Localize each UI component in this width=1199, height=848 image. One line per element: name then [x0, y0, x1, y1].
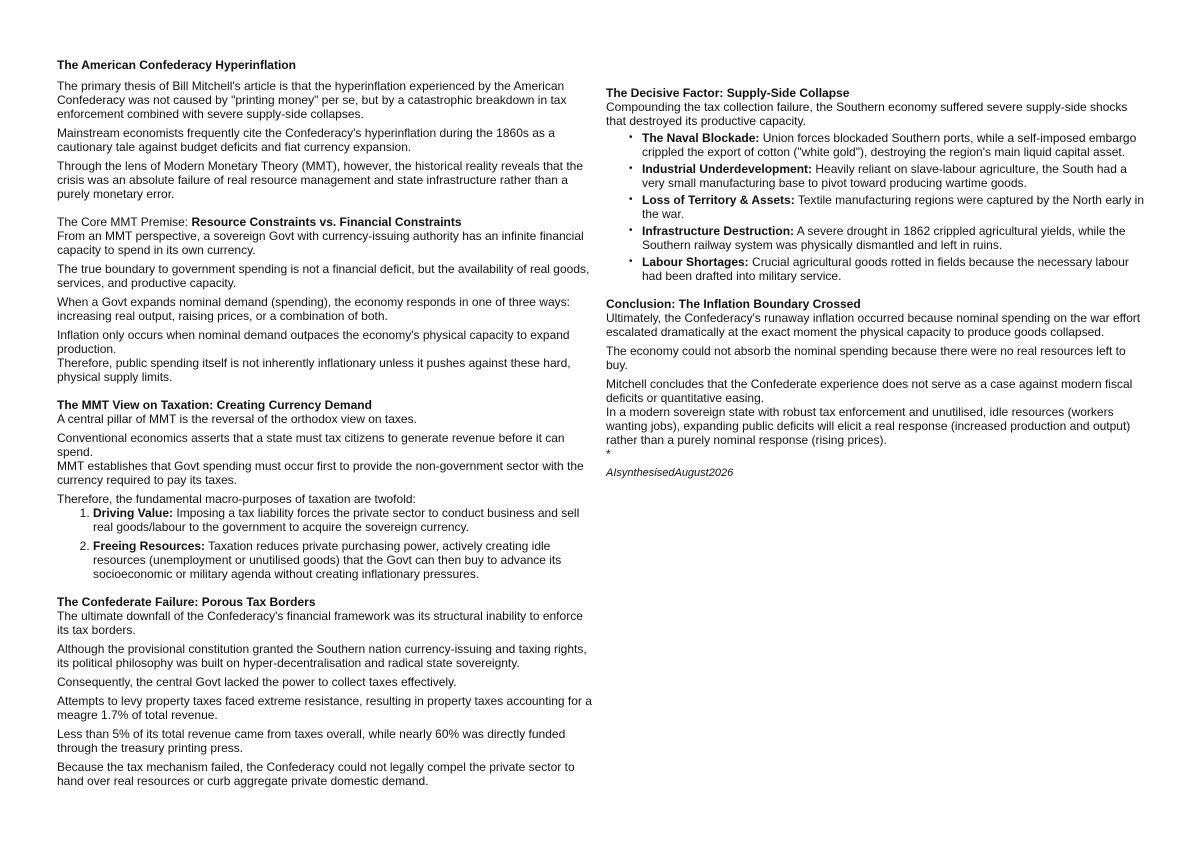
- list-item-label: Industrial Underdevelopment:: [642, 162, 813, 176]
- taxation-heading: The MMT View on Taxation: Creating Currency Demand: [57, 398, 372, 412]
- list-item: [642, 162, 1144, 190]
- list-item: [642, 193, 1144, 221]
- taxation-paragraph: A central pillar of MMT is the reversal of the orthodox view on taxes.: [57, 412, 417, 426]
- list-item-label: Loss of Territory & Assets:: [642, 193, 795, 207]
- failure-paragraph: Consequently, the central Govt lacked the power to collect taxes effectively.: [57, 675, 457, 689]
- list-item-text: Imposing a tax liability forces the private sector to conduct business and sell real goods/labour to the government to acquire the sovereign currency.: [93, 506, 580, 534]
- asterisk-marker: *: [606, 447, 611, 461]
- list-item-label: Infrastructure Destruction:: [642, 224, 795, 238]
- failure-paragraph: Although the provisional constitution granted the Southern nation currency-issuing and taxing rights, its political philosophy was built on hyper-decentralisation and radical state sovereignty.: [57, 642, 587, 670]
- conclusion-paragraph: Mitchell concludes that the Confederate experience does not serve as a case against modern fiscal deficits or quantitative easing.: [606, 377, 1133, 405]
- core-premise-heading: [57, 215, 593, 229]
- supply-heading: The Decisive Factor: Supply-Side Collapse: [606, 86, 850, 100]
- list-item-text: Crucial agricultural goods rotted in fields because the necessary labour had been drafted into military service.: [642, 255, 1129, 283]
- list-item: [93, 506, 593, 534]
- failure-paragraph: Because the tax mechanism failed, the Confederacy could not legally compel the private sector to hand over real resources or curb aggregate private domestic demand.: [57, 760, 575, 788]
- core-premise-section: [57, 215, 593, 384]
- list-item: [642, 224, 1144, 252]
- conclusion-paragraph: The economy could not absorb the nominal spending because there were no real resources left to buy.: [606, 344, 1126, 372]
- taxation-purposes-list: [57, 506, 593, 581]
- list-item-text: Taxation reduces private purchasing power, actively creating idle resources (unemployment or unutilised goods) that the Govt can then buy to advance its socioeconomic or military agenda without creating inflationary pressures.: [93, 539, 562, 581]
- core-heading-bold: Resource Constraints vs. Financial Constraints: [191, 215, 462, 229]
- list-item: [93, 539, 593, 581]
- conclusion-heading: Conclusion: The Inflation Boundary Crossed: [606, 297, 861, 311]
- supply-shocks-list: [606, 131, 1144, 283]
- failure-section: [57, 595, 593, 788]
- conclusion-section: [606, 297, 1144, 480]
- supply-section: [606, 86, 1144, 283]
- list-item-text: Union forces blockaded Southern ports, while a self-imposed embargo crippled the export of cotton ("white gold"), destroying the region's main liquid capital asset.: [642, 131, 1137, 159]
- conclusion-paragraph: In a modern sovereign state with robust tax enforcement and unutilised, idle resources (workers wanting jobs), expanding public deficits will elicit a real response (increased production and output) rather than a purely nominal response (rising prices).: [606, 405, 1131, 447]
- list-item: [642, 131, 1144, 159]
- list-item-label: Labour Shortages:: [642, 255, 749, 269]
- intro-paragraph: Mainstream economists frequently cite the Confederacy's hyperinflation during the 1860s as a cautionary tale against budget deficits and fiat currency expansion.: [57, 126, 555, 154]
- supply-intro: Compounding the tax collection failure, the Southern economy suffered severe supply-side shocks that destroyed its productive capacity.: [606, 100, 1128, 128]
- conclusion-paragraph: Ultimately, the Confederacy's runaway inflation occurred because nominal spending on the war effort escalated dramatically at the exact moment the physical capacity to produce goods collapsed.: [606, 311, 1141, 339]
- failure-heading: The Confederate Failure: Porous Tax Borders: [57, 595, 316, 609]
- list-item-label: Driving Value:: [93, 506, 174, 520]
- list-item-text: A severe drought in 1862 crippled agricultural yields, while the Southern railway system was physically dismantled and left in ruins.: [642, 224, 1126, 252]
- taxation-paragraph: MMT establishes that Govt spending must occur first to provide the non-government sector with the currency required to pay its taxes.: [57, 459, 584, 487]
- list-item: [642, 255, 1144, 283]
- failure-paragraph: Attempts to levy property taxes faced extreme resistance, resulting in property taxes accounting for a meagre 1.7% of total revenue.: [57, 694, 592, 722]
- taxation-section: [57, 398, 593, 581]
- list-item-label: Freeing Resources:: [93, 539, 206, 553]
- taxation-paragraph: Conventional economics asserts that a state must tax citizens to generate revenue before it can spend.: [57, 431, 565, 459]
- list-item-text: Heavily reliant on slave-labour agriculture, the South had a very small manufacturing base to pivot toward producing wartime goods.: [642, 162, 1127, 190]
- core-heading-prefix: The Core MMT Premise:: [57, 215, 192, 229]
- failure-paragraph: The ultimate downfall of the Confederacy's financial framework was its structural inability to enforce its tax borders.: [57, 609, 583, 637]
- document-title: The American Confederacy Hyperinflation: [57, 58, 296, 72]
- core-paragraph: From an MMT perspective, a sovereign Govt with currency-issuing authority has an infinite financial capacity to spend in its own currency.: [57, 229, 584, 257]
- intro-paragraph: The primary thesis of Bill Mitchell's article is that the hyperinflation experienced by the American Confederacy was not caused by "printing money" per se, but by a catastrophic breakdown in tax enforcement combined with severe supply-side collapses.: [57, 79, 567, 121]
- list-item-text: Textile manufacturing regions were captured by the North early in the war.: [642, 193, 1144, 221]
- list-item-label: The Naval Blockade:: [642, 131, 760, 145]
- failure-paragraph: Less than 5% of its total revenue came from taxes overall, while nearly 60% was directly funded through the treasury printing press.: [57, 727, 566, 755]
- taxation-paragraph: Therefore, the fundamental macro-purposes of taxation are twofold:: [57, 492, 416, 506]
- intro-paragraph: Through the lens of Modern Monetary Theory (MMT), however, the historical reality reveals that the crisis was an absolute failure of real resource management and state infrastructure rather than a purely monetary error.: [57, 159, 584, 201]
- right-column: [606, 86, 1144, 480]
- core-paragraph: Inflation only occurs when nominal demand outpaces the economy's physical capacity to expand production.: [57, 328, 570, 356]
- signature: AIsynthesisedAugust2026: [606, 467, 734, 479]
- core-paragraph: Therefore, public spending itself is not inherently inflationary unless it pushes against these hard, physical supply limits.: [57, 356, 571, 384]
- core-paragraph: When a Govt expands nominal demand (spending), the economy responds in one of three ways: increasing real output, raising prices, or a combination of both.: [57, 295, 570, 323]
- left-column: [57, 58, 593, 793]
- core-paragraph: The true boundary to government spending is not a financial deficit, but the availability of real goods, services, and productive capacity.: [57, 262, 590, 290]
